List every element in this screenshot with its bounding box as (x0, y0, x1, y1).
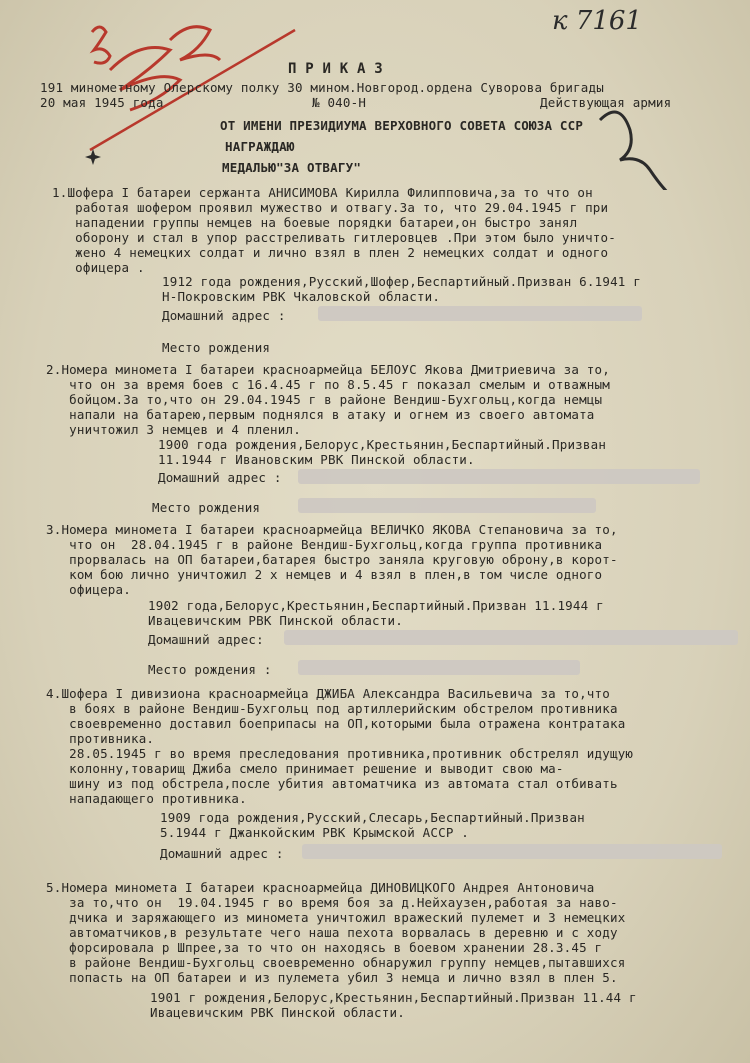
bio-line: Н-Покровским РВК Чкаловской области. (162, 289, 441, 304)
bio-line: 1901 г рождения,Белорус,Крестьянин,Беспартийный.Призван 11.44 г (150, 990, 637, 1005)
entry-line: дчика и заряжающего из миномета уничтожил вражеский пулемет и 3 немецких (46, 910, 626, 925)
authority-line: ОТ ИМЕНИ ПРЕЗИДИУМА ВЕРХОВНОГО СОВЕТА СОЮЗА ССР (220, 118, 584, 133)
award-verb: НАГРАЖДАЮ (225, 139, 295, 154)
redaction-bar (298, 469, 700, 484)
entry-line: колонну,товарищ Джиба смело принимает решение и выводит свою ма- (46, 761, 564, 776)
unit-line: 191 минометному Олерскому полку 30 мином.Новгород.ордена Суворова бригады (40, 80, 604, 95)
entry-line: оборону и стал в упор расстреливать гитлеровцев .При этом было уничто- (52, 230, 616, 245)
bio-line: 1909 года рождения,Русский,Слесарь,Беспартийный.Призван (160, 810, 585, 825)
entry-line: 2.Номера миномета I батареи красноармейца БЕЛОУС Якова Дмитриевича за то, (46, 362, 610, 377)
entry-line: своевременно доставил боеприпасы на ОП,которыми была отражена контратака (46, 716, 626, 731)
order-date: 20 мая 1945 года (40, 95, 164, 110)
entry-line: офицера. (46, 582, 131, 597)
entry-line: уничтожил 3 немцев и 4 пленил. (46, 422, 301, 437)
ink-blot-icon (84, 148, 102, 166)
bio-line: Ивацевичским РВК Пинской области. (148, 613, 403, 628)
entry-line: жено 4 немецких солдат и лично взял в плен 2 немецких солдат и одного (52, 245, 609, 260)
home-address-label: Домашний адрес : (160, 846, 284, 861)
entry-line: что он 28.04.1945 г в районе Вендиш-Бухгольц,когда группа противника (46, 537, 603, 552)
entry-line: напали на батарею,первым поднялся в атаку и огнем из своего автомата (46, 407, 595, 422)
entry-line: 4.Шофера I дивизиона красноармейца ДЖИБА Александра Васильевича за то,что (46, 686, 610, 701)
bio-line: 11.1944 г Ивановским РВК Пинской области. (158, 452, 475, 467)
signature-mark-icon (590, 100, 670, 190)
redaction-bar (318, 306, 642, 321)
entry-line: за то,что он 19.04.1945 г во время боя за д.Нейхаузен,работая за наво- (46, 895, 618, 910)
bio-line: 1912 года рождения,Русский,Шофер,Беспартийный.Призван 6.1941 г (162, 274, 641, 289)
archive-number: к 7161 (552, 6, 642, 36)
entry-line: форсировала р Шпрее,за то что он находясь в боевом хранении 28.3.45 г (46, 940, 603, 955)
entry-line: 28.05.1945 г во время преследования противника,противник обстрелял идущую (46, 746, 634, 761)
birthplace-label: Место рождения : (148, 662, 272, 677)
entry-line: 1.Шофера I батареи сержанта АНИСИМОВА Кирилла Филипповича,за то что он (52, 185, 593, 200)
home-address-label: Домашний адрес : (162, 308, 286, 323)
entry-line: нападении группы немцев на боевые порядки батареи,он быстро занял (52, 215, 578, 230)
birthplace-label: Место рождения (162, 340, 271, 355)
entry-line: прорвалась на ОП батареи,батарея быстро заняла круговую оброну,в корот- (46, 552, 618, 567)
bio-line: 1902 года,Белорус,Крестьянин,Беспартийный.Призван 11.1944 г (148, 598, 604, 613)
birthplace-label: Место рождения (152, 500, 261, 515)
army-label: Действующая армия (540, 95, 672, 110)
order-number: № 040-Н (312, 95, 367, 110)
redaction-bar (284, 630, 738, 645)
redaction-bar (302, 844, 722, 859)
order-title: П Р И К А З (288, 61, 383, 77)
entry-line: работая шофером проявил мужество и отвагу.За то, что 29.04.1945 г при (52, 200, 609, 215)
entry-line: попасть на ОП батареи и из пулемета убил 3 немца и лично взял в плен 5. (46, 970, 618, 985)
entry-line: нападающего противника. (46, 791, 247, 806)
entry-line: офицера . (52, 260, 145, 275)
entry-line: что он за время боев с 16.4.45 г по 8.5.45 г показал смелым и отважным (46, 377, 610, 392)
medal-name: МЕДАЛЬЮ"ЗА ОТВАГУ" (222, 160, 362, 175)
entry-line: 3.Номера миномета I батареи красноармейца ВЕЛИЧКО ЯКОВА Степановича за то, (46, 522, 618, 537)
bio-line: 5.1944 г Джанкойским РВК Крымской АССР . (160, 825, 470, 840)
entry-line: противника. (46, 731, 155, 746)
redaction-bar (298, 498, 596, 513)
home-address-label: Домашний адрес: (148, 632, 264, 647)
entry-line: бойцом.За то,что он 29.04.1945 г в районе Вендиш-Бухгольц,когда немцы (46, 392, 603, 407)
entry-line: шину из под обстрела,после убития автоматчика из автомата стал отбивать (46, 776, 618, 791)
redaction-bar (298, 660, 580, 675)
bio-line: 1900 года рождения,Белорус,Крестьянин,Беспартийный.Призван (158, 437, 607, 452)
entry-line: автоматчиков,в результате чего наша пехота ворвалась в деревню и с ходу (46, 925, 618, 940)
entry-line: в районе Вендиш-Бухгольц своевременно обнаружил группу немцев,пытавшихся (46, 955, 626, 970)
bio-line: Ивацевичским РВК Пинской области. (150, 1005, 405, 1020)
entry-line: в боях в районе Вендиш-Бухгольц под артиллерийским обстрелом противника (46, 701, 618, 716)
entry-line: ком бою лично уничтожил 2 х немцев и 4 взял в плен,в том числе одного (46, 567, 603, 582)
home-address-label: Домашний адрес : (158, 470, 282, 485)
entry-line: 5.Номера миномета I батареи красноармейца ДИНОВИЦКОГО Андрея Антоновича (46, 880, 595, 895)
